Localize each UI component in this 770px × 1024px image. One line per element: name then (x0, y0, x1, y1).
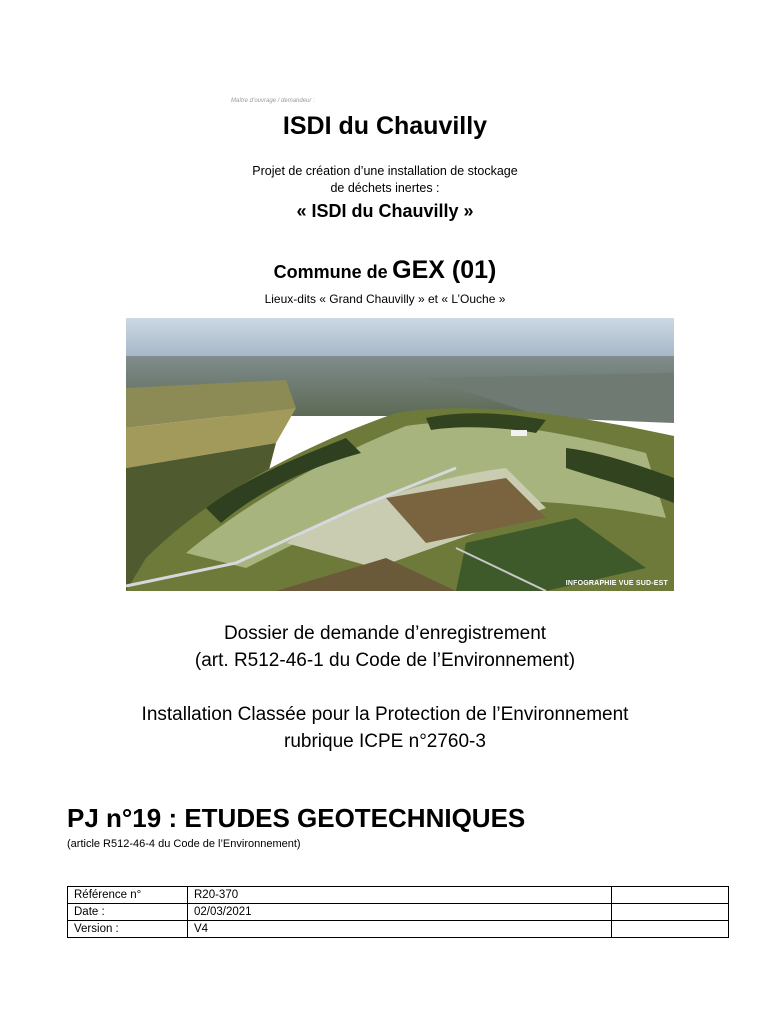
version-extra (612, 921, 729, 938)
reference-table (67, 886, 729, 938)
reference-value: R20-370 (188, 887, 612, 904)
reference-extra (612, 887, 729, 904)
table-row (68, 887, 729, 904)
aerial-photo-illustration (126, 318, 674, 591)
project-description-line2: de déchets inertes : (330, 181, 440, 195)
pj-title: PJ n°19 : ETUDES GEOTECHNIQUES (67, 803, 526, 833)
date-label: Date : (68, 904, 188, 921)
commune-heading (0, 256, 770, 285)
reference-label: Référence n° (68, 887, 188, 904)
date-extra (612, 904, 729, 921)
icpe-heading (0, 701, 770, 755)
project-description (0, 163, 770, 197)
pj-subtitle: (article R512-46-4 du Code de l’Environnement) (67, 838, 301, 850)
table-row (68, 904, 729, 921)
date-value: 02/03/2021 (188, 904, 612, 921)
version-label: Version : (68, 921, 188, 938)
document-title: ISDI du Chauvilly (282, 112, 488, 140)
project-name: « ISDI du Chauvilly » (296, 201, 474, 221)
dossier-heading (0, 620, 770, 674)
version-value: V4 (188, 921, 612, 938)
owner-label: Maître d’ouvrage / demandeur : (231, 98, 315, 104)
lieux-dits: Lieux-dits « Grand Chauvilly » et « L’Ouche » (264, 292, 506, 306)
commune-prefix: Commune de (273, 262, 388, 282)
commune-name: GEX (01) (392, 256, 497, 284)
dossier-line2: (art. R512-46-1 du Code de l’Environnement) (194, 650, 576, 671)
icpe-line2: rubrique ICPE n°2760-3 (284, 731, 486, 752)
aerial-landscape-image (126, 318, 674, 591)
icpe-line1: Installation Classée pour la Protection de l’Environnement (141, 704, 629, 725)
table-row (68, 921, 729, 938)
dossier-line1: Dossier de demande d’enregistrement (223, 623, 547, 644)
project-description-line1: Projet de création d’une installation de stockage (252, 164, 518, 178)
photo-credit: INFOGRAPHIE VUE SUD-EST (565, 580, 668, 587)
